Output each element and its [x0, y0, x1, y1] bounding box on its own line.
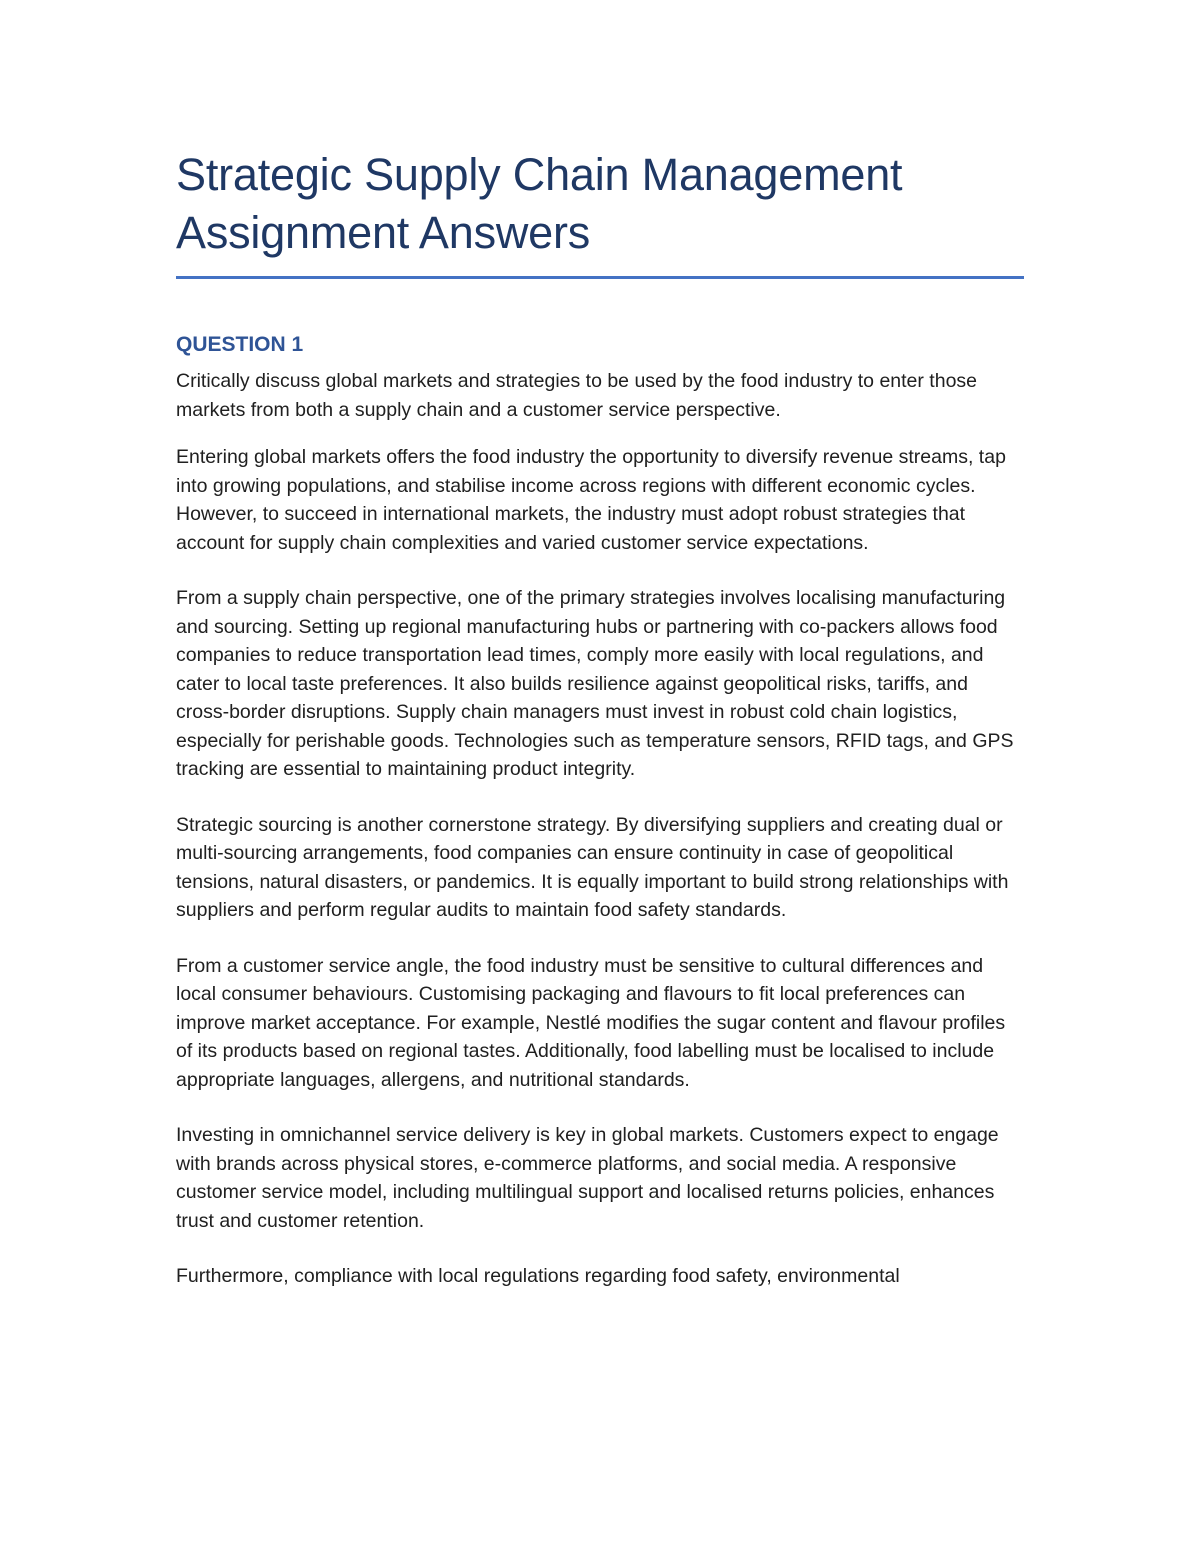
question-heading: QUESTION 1 — [176, 333, 304, 356]
answer-paragraph: From a supply chain perspective, one of the primary strategies involves localising manufacturing and sourcing. Setting up regional manufacturing hubs or partnering with co-packers allows food companies to reduce transportation lead times, comply more easily with local regulations, and cater to local taste preferences. It also builds resilience against geopolitical risks, tariffs, and cross-border disruptions. Supply chain managers must invest in robust cold chain logistics, especially for perishable goods. Technologies such as temperature sensors, RFID tags, and GPS tracking are essential to maintaining product integrity. — [176, 587, 1014, 780]
answer-paragraph: Strategic sourcing is another cornerstone strategy. By diversifying suppliers and creating dual or multi-sourcing arrangements, food companies can ensure continuity in case of geopolitical tensions, natural disasters, or pandemics. It is equally important to build strong relationships with suppliers and perform regular audits to maintain food safety standards. — [176, 813, 1009, 921]
title-underline — [176, 276, 1024, 279]
document-title: Strategic Supply Chain Management Assignment Answers — [176, 149, 903, 258]
answer-paragraph: Furthermore, compliance with local regulations regarding food safety, environmental — [176, 1265, 900, 1287]
document-content — [176, 146, 1024, 1291]
answer-paragraph: Entering global markets offers the food industry the opportunity to diversify revenue streams, tap into growing populations, and stabilise income across regions with different economic cycles. However, to succeed in international markets, the industry must adopt robust strategies that account for supply chain complexities and varied customer service expectations. — [176, 446, 1006, 554]
question-prompt: Critically discuss global markets and strategies to be used by the food industry to enter those markets from both a supply chain and a customer service perspective. — [176, 370, 978, 421]
answer-paragraph: From a customer service angle, the food industry must be sensitive to cultural differences and local consumer behaviours. Customising packaging and flavours to fit local preferences can improve market acceptance. For example, Nestlé modifies the sugar content and flavour profiles of its products based on regional tastes. Additionally, food labelling must be localised to include appropriate languages, allergens, and nutritional standards. — [176, 954, 1006, 1091]
answer-paragraph: Investing in omnichannel service delivery is key in global markets. Customers expect to engage with brands across physical stores, e-commerce platforms, and social media. A responsive customer service model, including multilingual support and localised returns policies, enhances trust and customer retention. — [176, 1124, 999, 1232]
